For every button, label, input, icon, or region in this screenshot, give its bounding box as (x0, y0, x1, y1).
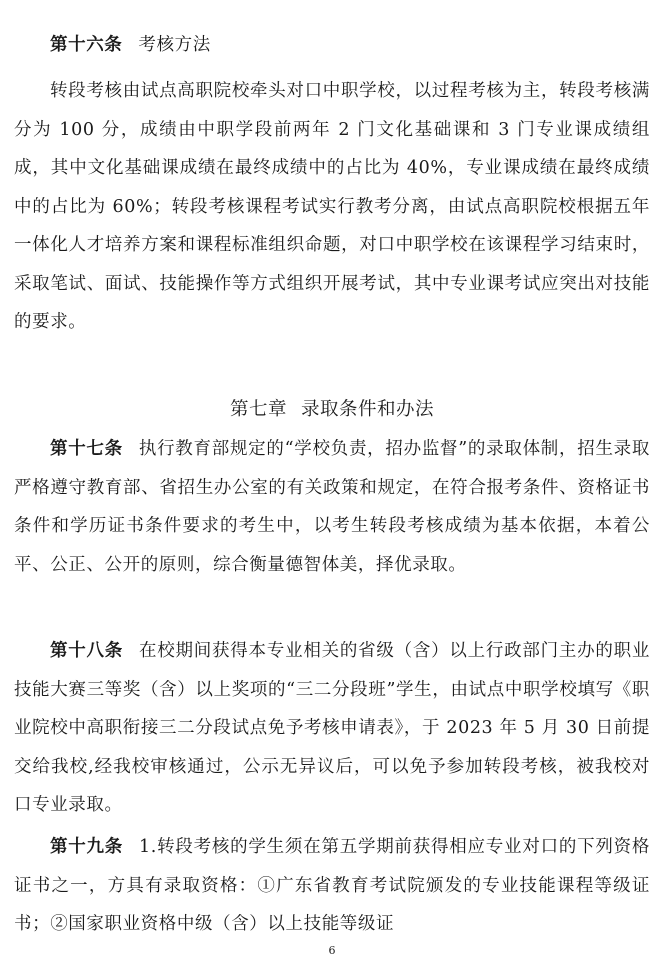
chapter-number: 第七章 (229, 399, 287, 420)
chapter-7-heading (0, 394, 664, 426)
article-18-body: 在校期间获得本专业相关的省级（含）以上行政部门主办的职业技能大赛三等奖（含）以上奖项的“三二分段班”学生，由试点中职学校填写《职业院校中高职衔接三二分段试点免予考核申请表》，于 2023 年 5 月 30 日前提交给我校,经我校审核通过，公示无异议后，可以免予参加转段考核，被我校对口专业录取。 (14, 641, 650, 815)
article-16-label: 第十六条 (50, 35, 123, 55)
article-17 (14, 430, 650, 584)
article-17-body: 执行教育部规定的“学校负责，招办监督”的录取体制，招生录取严格遵守教育部、省招生办公室的有关政策和规定，在符合报考条件、资格证书条件和学历证书条件要求的考生中，以考生转段考核成绩为基本依据，本着公平、公正、公开的原则，综合衡量德智体美，择优录取。 (14, 439, 650, 575)
article-19 (14, 828, 650, 944)
article-16-heading (14, 26, 650, 65)
article-19-body: 1.转段考核的学生须在第五学期前获得相应专业对口的下列资格证书之一，方具有录取资格：①广东省教育考试院颁发的专业技能课程等级证书；②国家职业资格中级（含）以上技能等级证 (14, 837, 650, 934)
article-17-label: 第十七条 (50, 439, 123, 459)
article-19-label: 第十九条 (50, 837, 124, 857)
page-number: 6 (328, 944, 336, 957)
article-18 (14, 632, 650, 825)
chapter-title: 录取条件和办法 (301, 399, 435, 420)
article-16-body: 转段考核由试点高职院校牵头对口中职学校，以过程考核为主，转段考核满分为 100 分，成绩由中职学段前两年 2 门文化基础课和 3 门专业课成绩组成，其中文化基础课成绩在最终成绩中的占比为 40%，专业课成绩在最终成绩中的占比为 60%；转段考核课程考试实行教考分离，由试点高职院校根据五年一体化人才培养方案和课程标准组织命题，对口中职学校在该课程学习结束时，采取笔试、面试、技能操作等方式组织开展考试，其中专业课考试应突出对技能的要求。 (14, 81, 650, 332)
article-18-label: 第十八条 (50, 641, 124, 661)
article-16-title: 考核方法 (138, 35, 211, 55)
